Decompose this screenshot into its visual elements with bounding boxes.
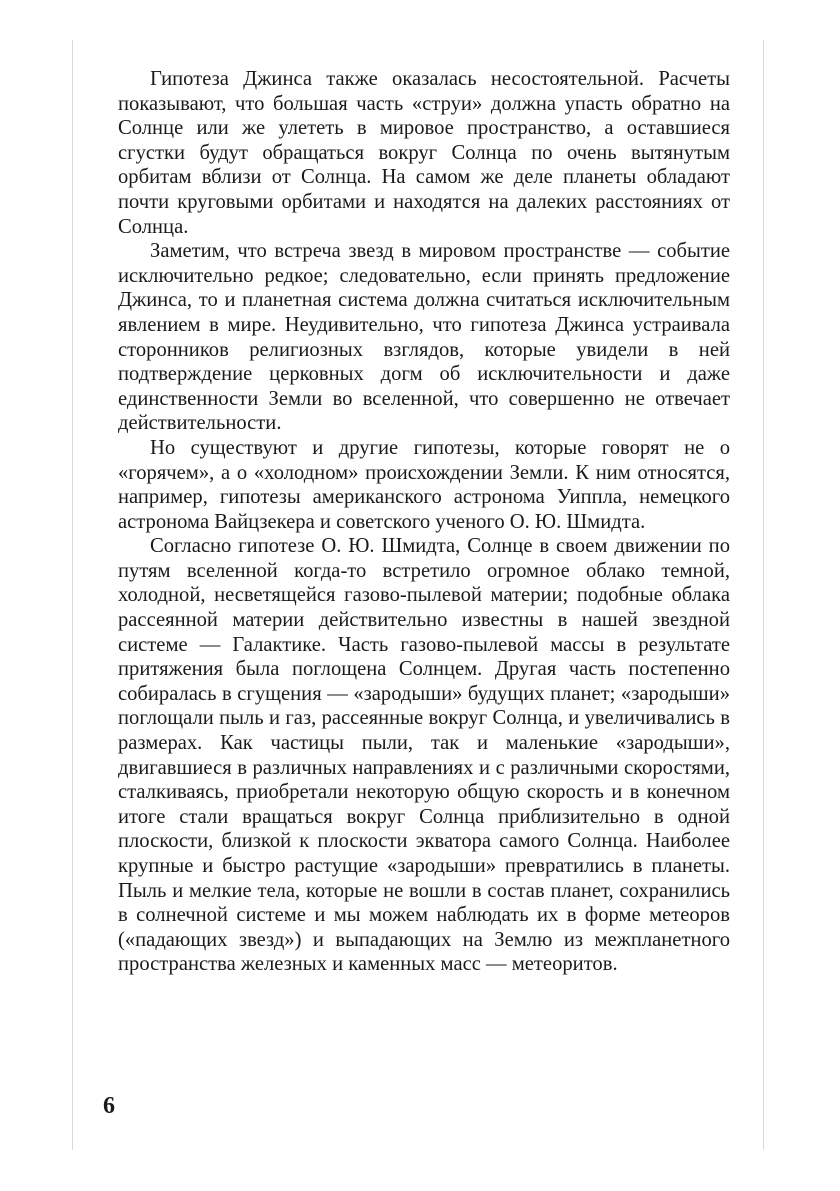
paragraph-jeans-untenable: Гипотеза Джинса также оказалась несостоятельной. Расчеты показывают, что большая часть «струи» должна упасть обратно на Солнце или же улететь в мировое пространство, а оставшиеся сгустки будут обращаться вокруг Солнца по очень вытянутым орбитам вблизи от Солнца. На самом же деле планеты обладают почти круговыми орбитами и находятся на далеких расстояниях от Солнца. [118, 68, 730, 238]
paragraph-schmidt-hypothesis: Согласно гипотезе О. Ю. Шмидта, Солнце в своем движении по путям вселенной когда-то встретило огромное облако темной, холодной, несветящейся газово-пылевой материи; подобные облака рассеянной материи действительно известны в нашей звездной системе — Галактике. Часть газово-пылевой массы в результате притяжения была поглощена Солнцем. Другая часть постепенно собиралась в сгущения — «зародыши» будущих планет; «зародыши» поглощали пыль и газ, рассеянные вокруг Солнца, и увеличивались в размерах. Как частицы пыли, так и маленькие «зародыши», двигавшиеся в различных направлениях и с различными скоростями, сталкиваясь, приобретали некоторую общую скорость и в конечном итоге стали вращаться вокруг Солнца приблизительно в одной плоскости, близкой к плоскости экватора самого Солнца. Наиболее крупные и быстро растущие «зародыши» превратились в планеты. Пыль и мелкие тела, которые не вошли в состав планет, сохранились в солнечной системе и мы можем наблюдать их в форме метеоров («падающих звезд») и выпадающих на Землю из межпланетного пространства железных и каменных масс — метеоритов. [118, 535, 730, 976]
paragraph-star-encounter: Заметим, что встреча звезд в мировом пространстве — событие исключительно редкое; следовательно, если принять предложение Джинса, то и планетная система должна считаться исключительным явлением в мире. Неудивительно, что гипотеза Джинса устраивала сторонников религиозных взглядов, которые увидели в ней подтверждение церковных догм об исключительности и даже единственности Земли во вселенной, что совершенно не отвечает действительности. [118, 240, 730, 435]
page-number: 6 [103, 1093, 115, 1119]
page-edge-right [763, 40, 764, 1150]
page-edge-left [72, 40, 73, 1150]
paragraph-cold-origin: Но существуют и другие гипотезы, которые говорят не о «горячем», а о «холодном» происхождении Земли. К ним относятся, например, гипотезы американского астронома Уиппла, немецкого астронома Вайцзекера и советского ученого О. Ю. Шмидта. [118, 436, 730, 533]
body-text [118, 67, 730, 977]
